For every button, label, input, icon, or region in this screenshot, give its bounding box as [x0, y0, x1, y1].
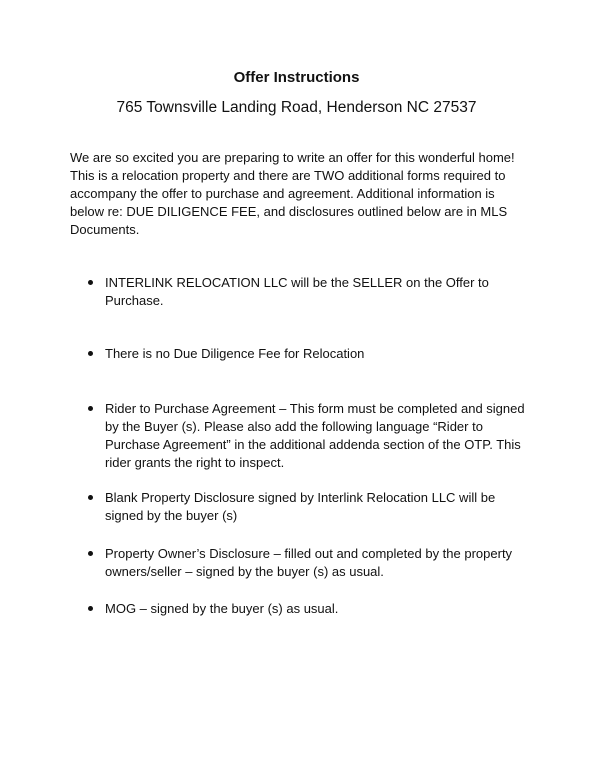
bullet-icon [88, 606, 93, 611]
list-item [88, 274, 528, 310]
list-item [88, 489, 528, 525]
bullet-icon [88, 406, 93, 411]
bullet-icon [88, 351, 93, 356]
list-item-text: There is no Due Diligence Fee for Relocation [105, 346, 365, 361]
property-address: 765 Townsville Landing Road, Henderson NC 27537 [116, 99, 477, 116]
intro-paragraph: We are so excited you are preparing to write an offer for this wonderful home! This is a relocation property and there are TWO additional forms required to accompany the offer to purchase and agreement. Additional information is below re: DUE DILIGENCE FEE, and disclosures outlined below are in MLS Documents. [70, 150, 515, 237]
list-item-text: Rider to Purchase Agreement – This form must be completed and signed by the Buyer (s). Please also add the following language “Rider to Purchase Agreement” in the additional addenda section of the OTP. This rider grants the right to inspect. [105, 401, 525, 470]
list-item [88, 345, 528, 363]
list-item-text: Blank Property Disclosure signed by Interlink Relocation LLC will be signed by the buyer (s) [105, 490, 496, 523]
bullet-icon [88, 551, 93, 556]
list-item [88, 400, 528, 472]
list-item-text: MOG – signed by the buyer (s) as usual. [105, 601, 339, 616]
bullet-icon [88, 495, 93, 500]
list-item-text: INTERLINK RELOCATION LLC will be the SELLER on the Offer to Purchase. [105, 275, 489, 308]
list-item [88, 545, 528, 581]
list-item [88, 600, 528, 618]
bullet-icon [88, 280, 93, 285]
list-item-text: Property Owner’s Disclosure – filled out and completed by the property owners/seller – signed by the buyer (s) as usual. [105, 546, 513, 579]
page-title: Offer Instructions [233, 69, 360, 86]
